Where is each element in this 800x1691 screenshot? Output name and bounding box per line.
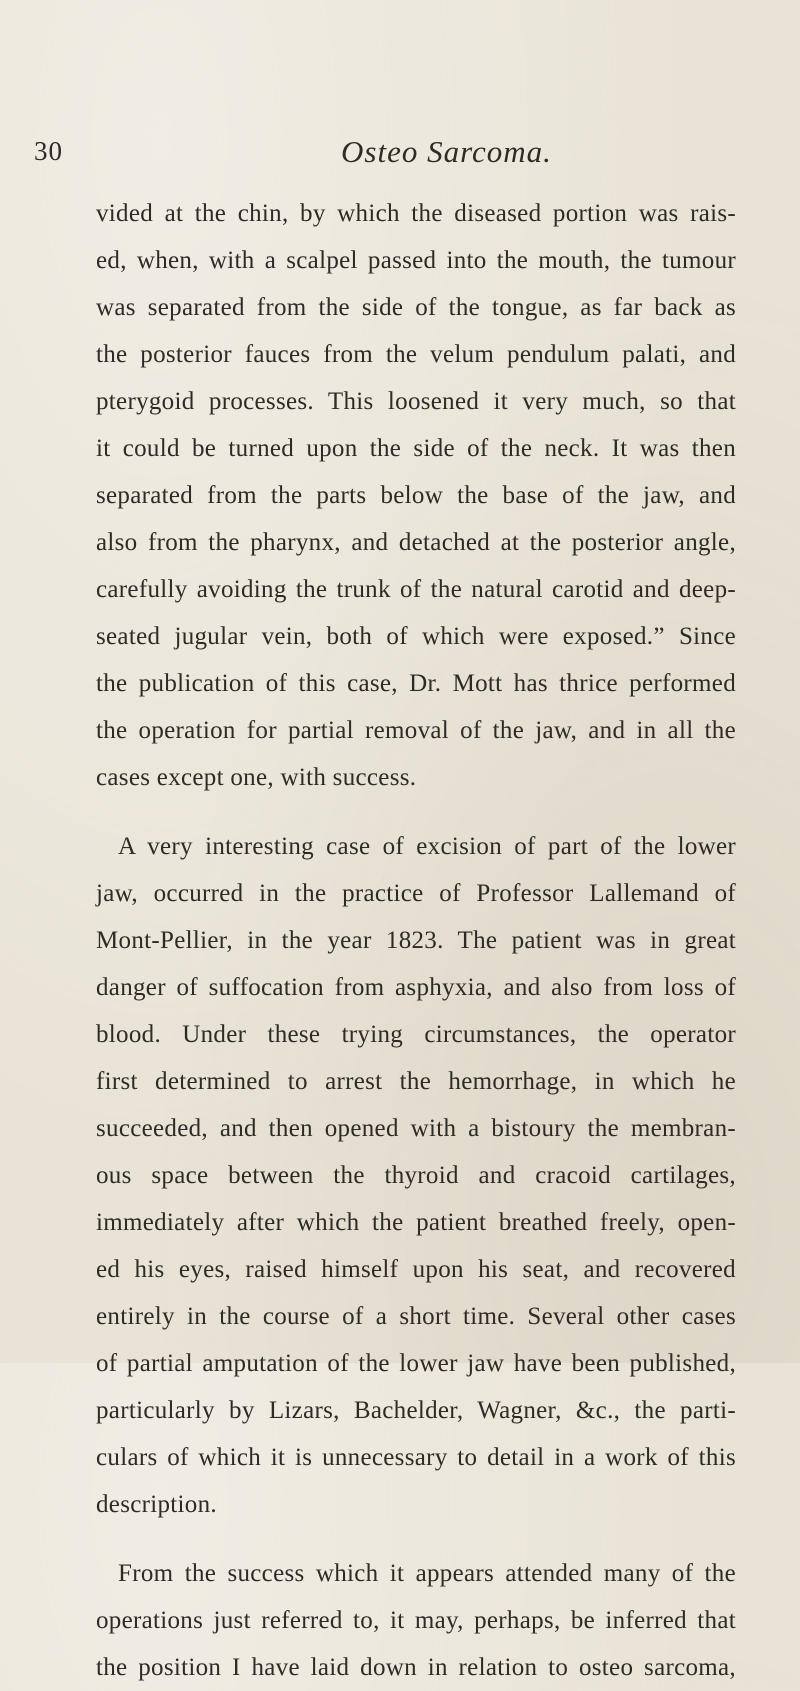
text-line: pterygoid processes. This loosened it very much, so that bbox=[96, 388, 736, 415]
text-line: immediately after which the patient breathed freely, open- bbox=[96, 1209, 736, 1236]
text-line: it could be turned upon the side of the neck. It was then bbox=[96, 435, 736, 462]
text-line: cases except one, with success. bbox=[96, 764, 417, 791]
text-line: description. bbox=[96, 1491, 217, 1518]
running-head bbox=[34, 136, 774, 176]
text-line: succeeded, and then opened with a bistoury the membran- bbox=[96, 1115, 736, 1142]
text-line: the posterior fauces from the velum pendulum palati, and bbox=[96, 341, 736, 368]
text-line: ed, when, with a scalpel passed into the mouth, the tumour bbox=[96, 247, 736, 274]
paragraph-gap bbox=[96, 1528, 736, 1550]
text-line: From the success which it appears attended many of the bbox=[118, 1560, 736, 1587]
text-line: jaw, occurred in the practice of Professor Lallemand of bbox=[96, 880, 736, 907]
page-number: 30 bbox=[34, 136, 63, 166]
text-line: particularly by Lizars, Bachelder, Wagner, &c., the parti- bbox=[96, 1397, 736, 1424]
text-line: first determined to arrest the hemorrhage, in which he bbox=[96, 1068, 736, 1095]
paragraph-3 bbox=[96, 1550, 736, 1691]
text-line: ed his eyes, raised himself upon his seat, and recovered bbox=[96, 1256, 736, 1283]
text-line: entirely in the course of a short time. Several other cases bbox=[96, 1303, 736, 1330]
text-line: blood. Under these trying circumstances, the operator bbox=[96, 1021, 736, 1048]
text-line: ous space between the thyroid and cracoid cartilages, bbox=[96, 1162, 736, 1189]
body-text bbox=[96, 190, 736, 1691]
text-line: seated jugular vein, both of which were exposed.” Since bbox=[96, 623, 736, 650]
text-line: of partial amputation of the lower jaw have been published, bbox=[96, 1350, 736, 1377]
text-line: the operation for partial removal of the jaw, and in all the bbox=[96, 717, 736, 744]
paragraph-gap bbox=[96, 801, 736, 823]
paragraph-2 bbox=[96, 823, 736, 1528]
paragraph-1 bbox=[96, 190, 736, 801]
text-line: A very interesting case of excision of part of the lower bbox=[118, 833, 736, 860]
text-line: Mont-Pellier, in the year 1823. The patient was in great bbox=[96, 927, 736, 954]
text-line: operations just referred to, it may, perhaps, be inferred that bbox=[96, 1607, 736, 1634]
text-line: also from the pharynx, and detached at the posterior angle, bbox=[96, 529, 736, 556]
text-line: was separated from the side of the tongue, as far back as bbox=[96, 294, 736, 321]
text-line: culars of which it is unnecessary to detail in a work of this bbox=[96, 1444, 736, 1471]
text-line: vided at the chin, by which the diseased portion was rais- bbox=[96, 200, 736, 227]
text-line: carefully avoiding the trunk of the natural carotid and deep- bbox=[96, 576, 736, 603]
text-line: the position I have laid down in relation to osteo sarcoma, bbox=[96, 1654, 736, 1681]
text-line: danger of suffocation from asphyxia, and also from loss of bbox=[96, 974, 736, 1001]
running-title: Osteo Sarcoma. bbox=[341, 134, 552, 169]
text-line: the publication of this case, Dr. Mott has thrice performed bbox=[96, 670, 736, 697]
text-line: separated from the parts below the base of the jaw, and bbox=[96, 482, 736, 509]
